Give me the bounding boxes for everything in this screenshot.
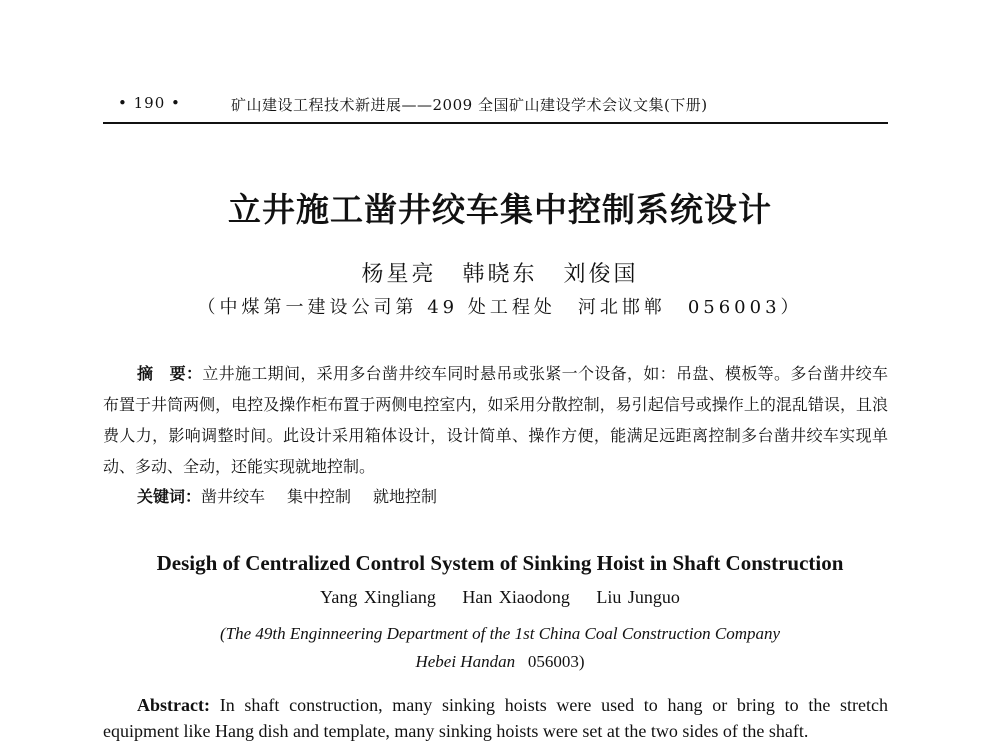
paper-title-cn: 立井施工凿井绞车集中控制系统设计 bbox=[228, 190, 772, 229]
abstract-cn-text: 立井施工期间，采用多台凿井绞车同时悬吊或张紧一个设备，如：吊盘、模板等。多台凿井绞车布置于井筒两侧，电控及操作柜布置于两侧电控室内，如采用分散控制，易引起信号或操作上的混乱错误，且浪费人力，影响调整时间。此设计采用箱体设计，设计简单、操作方便，能满足远距离控制多台凿井绞车实现单动、多动、全动，还能实现就地控制。 bbox=[103, 364, 888, 476]
affiliation-en bbox=[130, 620, 870, 676]
author-name-en: Yang Xingliang bbox=[320, 587, 436, 607]
paper-title-en: Desigh of Centralized Control System of Sinking Hoist in Shaft Construction bbox=[156, 551, 844, 575]
abstract-en bbox=[103, 692, 888, 744]
affiliation-en-line1: (The 49th Enginneering Department of the 1st China Coal Construction Company bbox=[219, 624, 781, 643]
keyword: 集中控制 bbox=[287, 487, 352, 506]
header-rule bbox=[103, 122, 888, 124]
abstract-en-text: In shaft construction, many sinking hoists were used to hang or bring to the stretch equipment like Hang dish and template, many sinking hoists were set at the two sides of the shaft. bbox=[103, 695, 889, 741]
author-name: 刘俊国 bbox=[563, 262, 639, 287]
author-name: 杨星亮 bbox=[361, 262, 437, 287]
affiliation-en-line2: Hebei Handan bbox=[415, 652, 516, 671]
affiliation-en-zip: 056003) bbox=[527, 652, 585, 671]
author-name-en: Han Xiaodong bbox=[462, 587, 570, 607]
authors-en bbox=[0, 587, 1000, 608]
author-name-en: Liu Junguo bbox=[596, 587, 680, 607]
keywords-label: 关键词： bbox=[137, 487, 202, 506]
affiliation-cn: （中煤第一建设公司第 49 处工程处 河北邯郸 056003） bbox=[197, 297, 803, 318]
page-number: • 190 • bbox=[118, 94, 181, 112]
keyword: 凿井绞车 bbox=[201, 487, 266, 506]
abstract-en-label: Abstract: bbox=[137, 695, 210, 715]
keyword: 就地控制 bbox=[373, 487, 438, 506]
keywords-cn bbox=[137, 485, 837, 509]
abstract-cn-label: 摘 要： bbox=[137, 364, 203, 383]
authors-cn bbox=[0, 257, 1000, 288]
abstract-cn bbox=[103, 358, 888, 482]
journal-title: 矿山建设工程技术新进展——2009 全国矿山建设学术会议文集(下册) bbox=[231, 96, 708, 114]
author-name: 韩晓东 bbox=[462, 262, 538, 287]
